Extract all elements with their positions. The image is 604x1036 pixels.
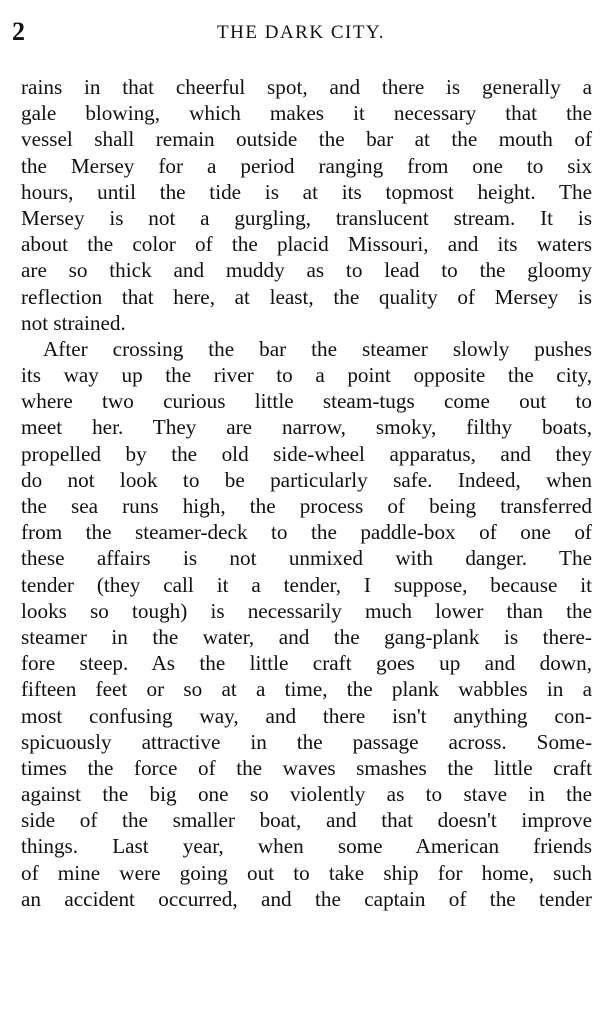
text-line: not strained. bbox=[21, 310, 126, 335]
text-line: most confusing way, and there isn't anything con- bbox=[21, 703, 592, 728]
text-line: steamer in the water, and the gang-plank is there- bbox=[21, 624, 592, 649]
text-line: about the color of the placid Missouri, and its waters bbox=[21, 232, 592, 257]
running-title: THE DARK CITY. bbox=[217, 22, 385, 43]
text-line: reflection that here, at least, the quality of Mersey is bbox=[21, 284, 592, 309]
text-line: tender (they call it a tender, I suppose, because it bbox=[21, 572, 592, 597]
text-line: these affairs is not unmixed with danger. The bbox=[21, 546, 592, 571]
text-line: vessel shall remain outside the bar at the mouth of bbox=[21, 127, 592, 152]
text-line: times the force of the waves smashes the little craft bbox=[21, 755, 592, 780]
text-line: spicuously attractive in the passage across. Some- bbox=[21, 729, 592, 754]
text-line: the Mersey for a period ranging from one to six bbox=[21, 153, 592, 178]
text-line: Mersey is not a gurgling, translucent stream. It is bbox=[21, 205, 592, 230]
text-line: are so thick and muddy as to lead to the gloomy bbox=[21, 258, 592, 283]
text-line: the sea runs high, the process of being transferred bbox=[21, 494, 592, 518]
text-line: of mine were going out to take ship for home, such bbox=[21, 860, 592, 885]
text-line: fifteen feet or so at a time, the plank wabbles in a bbox=[21, 677, 592, 702]
paragraph-2 bbox=[21, 336, 592, 912]
page-number: 2 bbox=[12, 17, 25, 46]
text-line: its way up the river to a point opposite the city, bbox=[21, 363, 592, 388]
text-line: an accident occurred, and the captain of the tender bbox=[21, 886, 592, 911]
text-line: do not look to be particularly safe. Indeed, when bbox=[21, 467, 592, 492]
paragraph-1 bbox=[21, 74, 592, 336]
text-line: propelled by the old side-wheel apparatus, and they bbox=[21, 441, 592, 466]
text-line: things. Last year, when some American friends bbox=[21, 834, 592, 859]
text-line: looks so tough) is necessarily much lower than the bbox=[21, 598, 592, 623]
text-line: rains in that cheerful spot, and there is generally a bbox=[21, 75, 592, 99]
text-line: gale blowing, which makes it necessary that the bbox=[21, 101, 592, 126]
page-header bbox=[12, 14, 590, 50]
text-line: fore steep. As the little craft goes up and down, bbox=[21, 651, 592, 676]
text-line: side of the smaller boat, and that doesn't improve bbox=[21, 808, 592, 833]
text-line: hours, until the tide is at its topmost height. The bbox=[21, 179, 592, 204]
text-line: against the big one so violently as to stave in the bbox=[21, 782, 592, 807]
body-text bbox=[21, 74, 592, 912]
text-line: meet her. They are narrow, smoky, filthy boats, bbox=[21, 415, 592, 440]
text-line: After crossing the bar the steamer slowly pushes bbox=[43, 336, 592, 361]
text-line: from the steamer-deck to the paddle-box of one of bbox=[21, 520, 592, 545]
text-line: where two curious little steam-tugs come out to bbox=[21, 389, 592, 414]
